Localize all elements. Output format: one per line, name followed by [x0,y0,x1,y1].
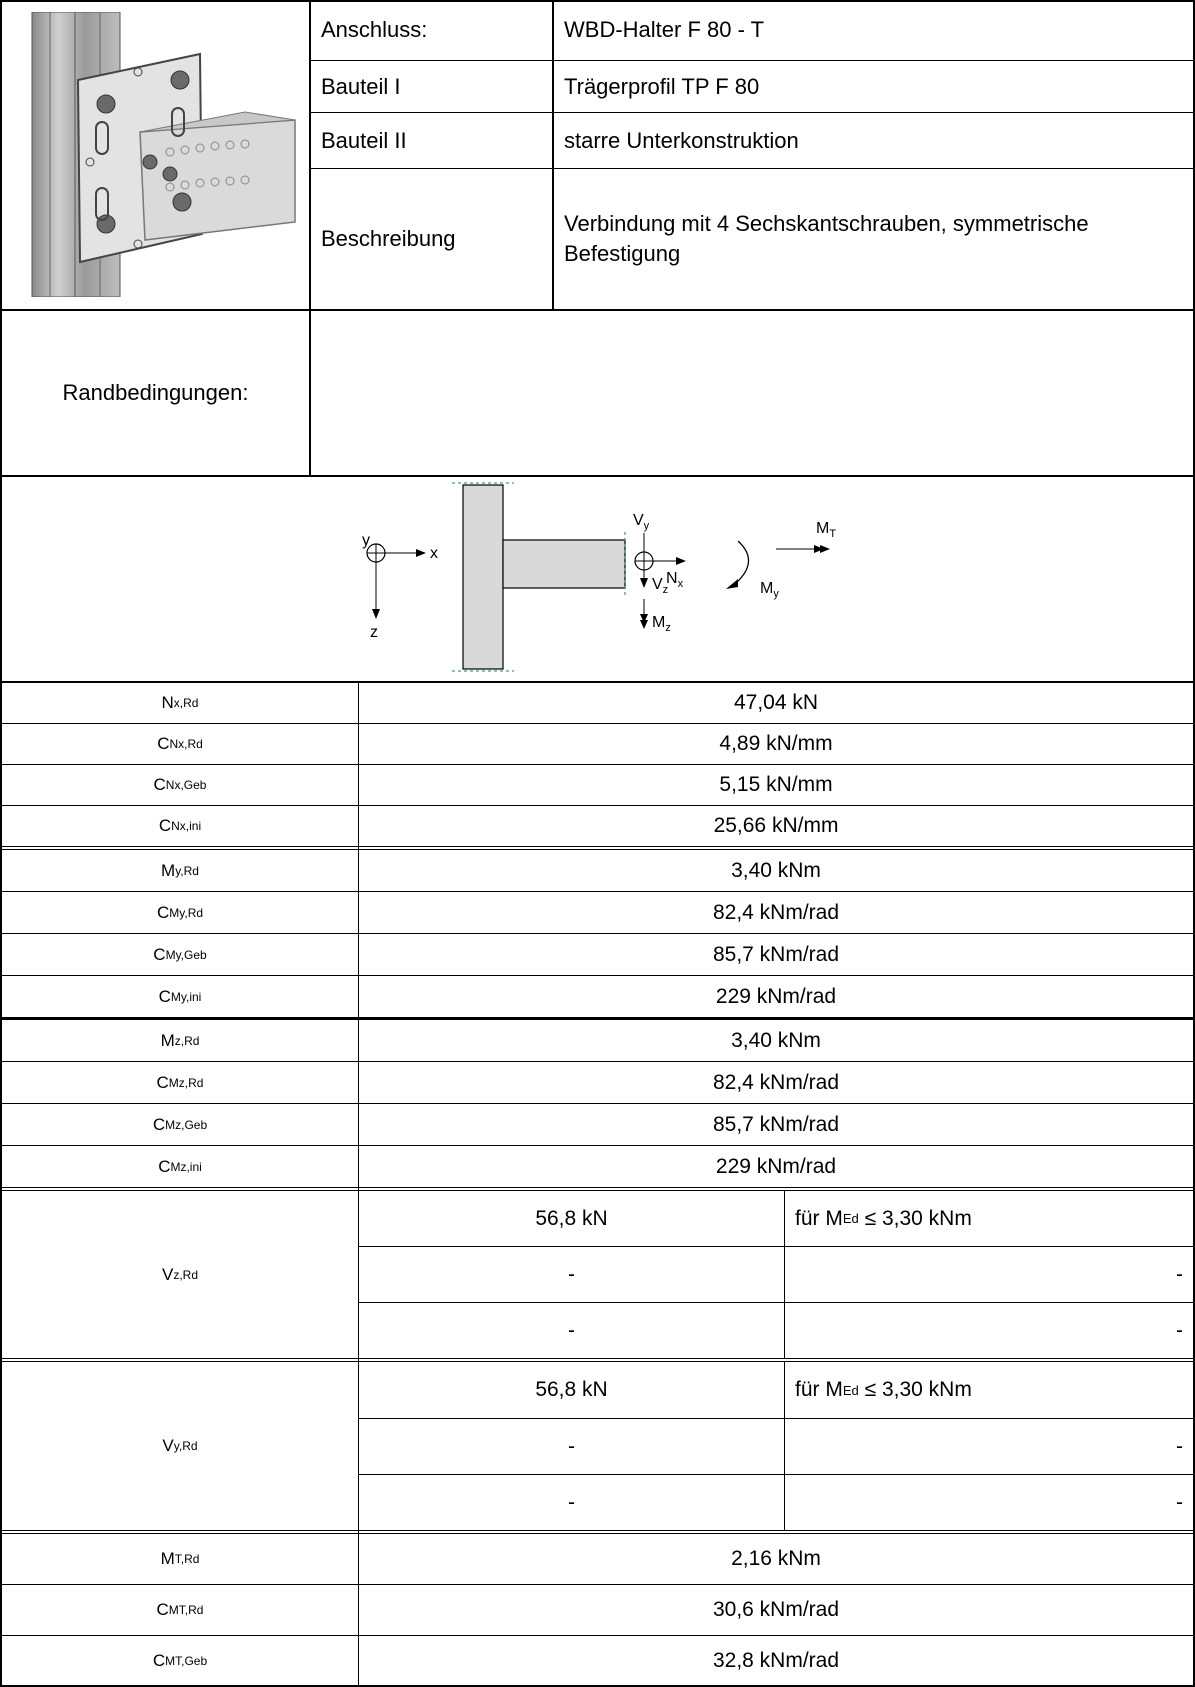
torsion-symbol: M T,Rd [160,1549,200,1568]
row-value: 4,89 kN/mm [719,732,833,755]
moment-my-icon [736,541,749,583]
torsion-value: 32,8 kNm/rad [712,1649,840,1672]
row-symbol: C My,ini [158,986,202,1006]
bauteil2-label: Bauteil II [321,127,407,153]
vz-dash: - [568,1262,575,1286]
axis-y-label: y [362,532,370,549]
vy-dash: - [1176,1434,1183,1458]
row-symbol: C Mz,Geb [152,1114,208,1134]
randbedingungen-value [311,311,1193,475]
torsion-symbol: C MT,Rd [156,1600,204,1619]
row-value: 3,40 kNm [731,1028,821,1052]
arrow-nx-icon [676,557,686,565]
row-symbol: C My,Geb [153,944,207,964]
row-value: 229 kNm/rad [715,984,837,1008]
row-value: 85,7 kNm/rad [712,942,840,966]
row-value: 229 kNm/rad [715,1154,837,1178]
row-value: 47,04 kN [733,691,819,714]
bauteil1-value: Trägerprofil TP F 80 [564,73,760,99]
vy-value: 56,8 kN [535,1378,608,1401]
row-value: 5,15 kN/mm [719,773,833,796]
vz-value: 56,8 kN [535,1206,608,1230]
vz-dash: - [1176,1318,1183,1342]
arrow-z-icon [372,609,380,619]
arrow-x-icon [416,549,426,557]
vy-label: $V_y$ [633,512,650,532]
nx-label: $N_x$ [666,570,684,590]
torsion-value: 2,16 kNm [731,1547,821,1570]
row-symbol: M z,Rd [160,1030,200,1050]
coordinate-diagram [2,477,1193,681]
row-symbol: C My,Rd [156,902,204,922]
bauteil1-label: Bauteil I [321,73,401,99]
randbedingungen-label: Randbedingungen: [62,380,249,405]
line [0,1187,1195,1188]
torsion-symbol: C MT,Geb [152,1651,208,1670]
line [0,846,1195,847]
row-symbol: C Nx,Rd [157,734,203,753]
anschluss-value: WBD-Halter F 80 - T [564,17,765,42]
bauteil2-value: starre Unterkonstruktion [564,127,799,153]
load-diagram [2,477,1193,681]
mt-label: $M_T$ [816,520,837,540]
vz-symbol: V z,Rd [161,1264,199,1284]
column-shape [463,485,503,669]
product-photo [20,12,300,297]
vy-dash: - [568,1490,575,1514]
row-symbol: M y,Rd [161,860,199,880]
line [0,1530,1195,1531]
row-symbol: C Nx,ini [158,816,202,835]
row-value: 25,66 kN/mm [713,814,839,837]
vy-dash: - [568,1434,575,1458]
beschreibung-label: Beschreibung [321,226,456,251]
vy-dash: - [1176,1490,1183,1514]
row-value: 82,4 kNm/rad [712,900,840,924]
axis-z-label: z [370,624,378,641]
beam-shape [503,540,625,588]
vz-dash: - [1176,1262,1183,1286]
vz-dash: - [568,1318,575,1342]
mz-label: $M_z$ [652,614,671,634]
vy-condition: für M Ed ≤ 3,30 kNm [795,1378,972,1401]
bracket-illustration [20,12,300,297]
row-symbol: C Nx,Geb [153,775,207,794]
row-symbol: C Mz,ini [158,1156,202,1176]
beschreibung-value: Verbindung mit 4 Sechskantschrauben, symmetrische Befestigung [564,211,1089,266]
row-symbol: C Mz,Rd [156,1072,204,1092]
torsion-value: 30,6 kNm/rad [712,1598,840,1621]
anschluss-label: Anschluss: [321,17,428,42]
my-label: $M_y$ [760,580,779,600]
row-symbol: N x,Rd [161,693,199,712]
line [0,1358,1195,1359]
row-value: 85,7 kNm/rad [712,1112,840,1136]
vz-label: $V_z$ [652,576,669,596]
vz-condition: für M Ed ≤ 3,30 kNm [795,1206,972,1230]
row-value: 82,4 kNm/rad [712,1070,840,1094]
vy-symbol: V y,Rd [162,1436,198,1455]
row-value: 3,40 kNm [731,858,821,882]
axis-x-label: x [430,545,438,562]
